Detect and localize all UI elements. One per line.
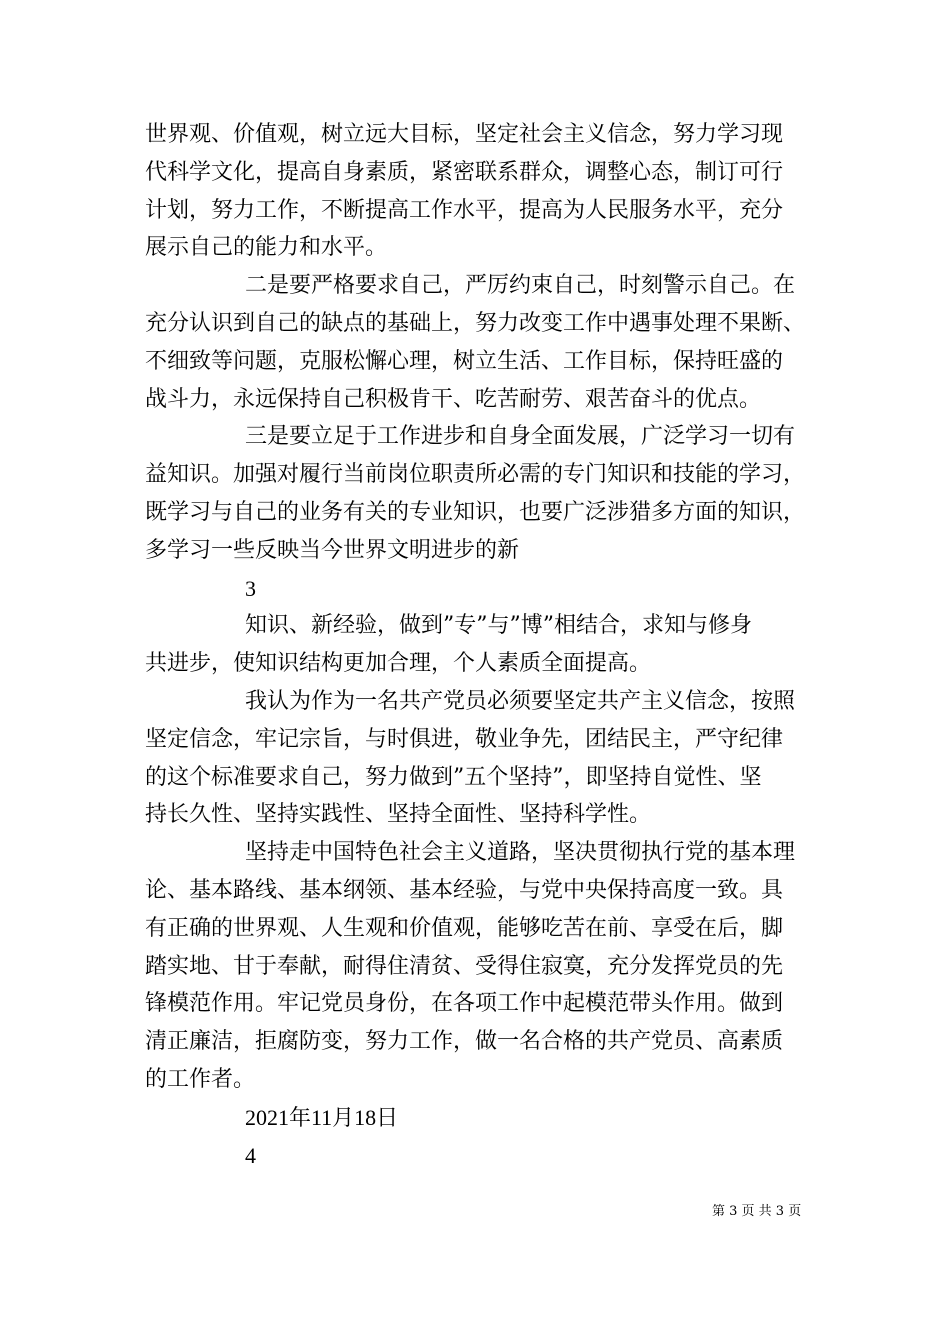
text-line: 代科学文化，提高自身素质，紧密联系群众，调整心态，制订可行 xyxy=(145,159,784,185)
paragraph-start-line: 坚持走中国特色社会主义道路，坚决贯彻执行党的基本理 xyxy=(245,840,796,866)
text-line: 锋模范作用。牢记党员身份，在各项工作中起模范带头作用。做到 xyxy=(145,991,784,1017)
text-line: 共进步，使知识结构更加合理，个人素质全面提高。 xyxy=(145,651,652,677)
document-body xyxy=(145,116,810,1174)
paragraph-start-line: 三是要立足于工作进步和自身全面发展，广泛学习一切有 xyxy=(245,424,796,450)
paragraph-start-line: 二是要严格要求自己，严厉约束自己，时刻警示自己。在 xyxy=(245,273,796,299)
text-line: 踏实地、甘于奉献，耐得住清贫、受得住寂寞，充分发挥党员的先 xyxy=(145,953,784,979)
page-number-marker: 3 xyxy=(245,575,256,601)
text-line: 清正廉洁，拒腐防变，努力工作，做一名合格的共产党员、高素质 xyxy=(145,1029,784,1055)
text-line: 计划，努力工作，不断提高工作水平，提高为人民服务水平，充分 xyxy=(145,197,784,223)
text-line: 的这个标准要求自己，努力做到”五个坚持”，即坚持自觉性、坚 xyxy=(145,764,762,790)
page-footer: 第 3 页 共 3 页 xyxy=(712,1204,802,1219)
text-line: 既学习与自己的业务有关的专业知识，也要广泛涉猎多方面的知识， xyxy=(145,499,806,525)
text-line: 战斗力，永远保持自己积极肯干、吃苦耐劳、艰苦奋斗的优点。 xyxy=(145,386,762,412)
text-line: 有正确的世界观、人生观和价值观，能够吃苦在前、享受在后，脚 xyxy=(145,915,784,941)
page-number-marker: 4 xyxy=(245,1142,256,1168)
text-line: 的工作者。 xyxy=(145,1066,256,1092)
paragraph-start-line: 我认为作为一名共产党员必须要坚定共产主义信念，按照 xyxy=(245,688,796,714)
text-line: 持长久性、坚持实践性、坚持全面性、坚持科学性。 xyxy=(145,802,652,828)
text-line: 多学习一些反映当今世界文明进步的新 xyxy=(145,537,520,563)
text-line: 坚定信念，牢记宗旨，与时俱进，敬业争先，团结民主，严守纪律 xyxy=(145,726,784,752)
paragraph-start-line: 知识、新经验，做到”专”与”博”相结合，求知与修身 xyxy=(245,613,752,639)
text-line: 充分认识到自己的缺点的基础上，努力改变工作中遇事处理不果断、 xyxy=(145,310,806,336)
date-line: 2021年11月18日 xyxy=(245,1104,399,1130)
text-line: 展示自己的能力和水平。 xyxy=(145,235,388,261)
text-line: 益知识。加强对履行当前岗位职责所必需的专门知识和技能的学习， xyxy=(145,462,806,488)
text-line: 论、基本路线、基本纲领、基本经验，与党中央保持高度一致。具 xyxy=(145,877,784,903)
text-line: 不细致等问题，克服松懈心理，树立生活、工作目标，保持旺盛的 xyxy=(145,348,784,374)
text-line: 世界观、价值观，树立远大目标，坚定社会主义信念，努力学习现 xyxy=(145,122,784,147)
